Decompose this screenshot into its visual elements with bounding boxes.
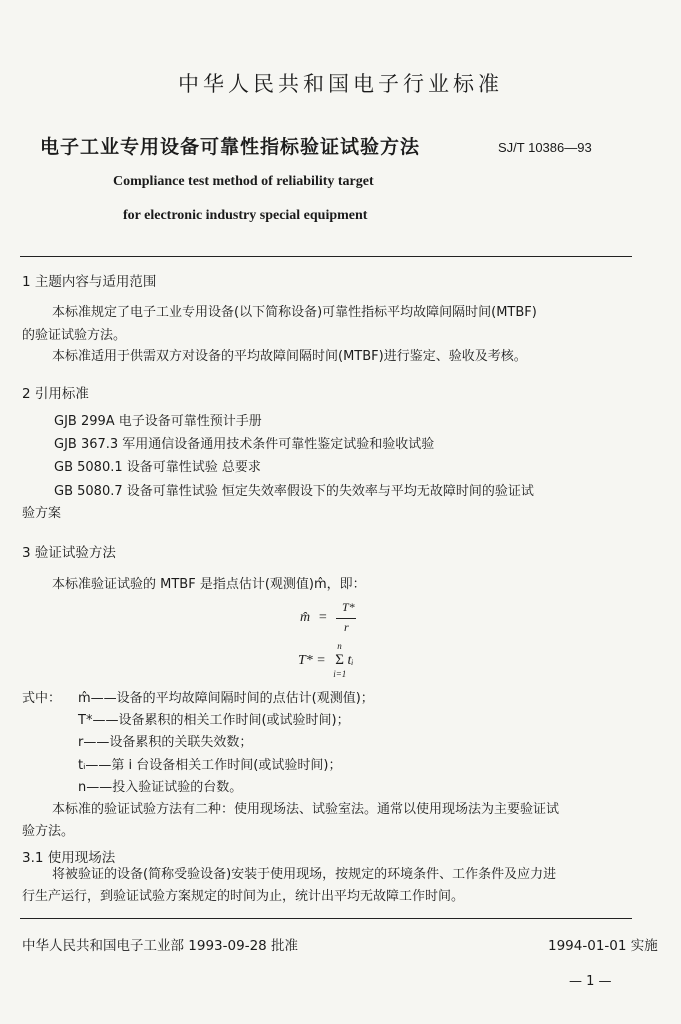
reference-item-continuation: 验方案 (22, 506, 62, 521)
fraction-bar (336, 618, 356, 619)
section-1-paragraph-2: 本标准适用于供需双方对设备的平均故障间隔时间(MTBF)进行鉴定、验收及考核。 (52, 349, 527, 364)
english-title-line-1: Compliance test method of reliability target (113, 174, 374, 189)
sum-lower-limit: i=1 (333, 669, 347, 679)
formula-equals: = (318, 610, 328, 625)
section-3-heading: 3 验证试验方法 (22, 545, 116, 561)
section-3-paragraph-2-line-1: 本标准的验证试验方法有二种：使用现场法、试验室法。通常以使用现场法为主要验证试 (52, 802, 560, 817)
summation (333, 641, 347, 679)
document-title: 电子工业专用设备可靠性指标验证试验方法 (40, 136, 421, 158)
formula-numerator: T* (342, 600, 355, 614)
standard-header: 中华人民共和国电子行业标准 (178, 72, 503, 96)
section-3-1-heading: 3.1 使用现场法 (22, 850, 116, 866)
reference-item: GB 5080.1 设备可靠性试验 总要求 (54, 460, 261, 475)
section-3-1-paragraph-line-1: 将被验证的设备(简称受验设备)安装于使用现场，按规定的环境条件、工作条件及应力进 (52, 867, 557, 882)
section-3-1-paragraph-line-2: 行生产运行，到验证试验方案规定的时间为止，统计出平均无故障工作时间。 (22, 889, 465, 904)
section-1-paragraph-1-line-2: 的验证试验方法。 (22, 328, 127, 343)
section-1-paragraph-1-line-1: 本标准规定了电子工业专用设备(以下简称设备)可靠性指标平均故障间隔时间(MTBF) (52, 305, 537, 320)
sum-formula (298, 641, 354, 679)
formula-t-i: tᵢ (347, 653, 354, 668)
reference-item: GJB 299A 电子设备可靠性预计手册 (54, 414, 262, 429)
definition-item: m̂——设备的平均故障间隔时间的点估计(观测值)； (78, 691, 374, 706)
section-3-paragraph-2-line-2: 验方法。 (22, 824, 75, 839)
bottom-divider (20, 918, 632, 919)
formula-denominator: r (344, 620, 349, 634)
section-2-heading: 2 引用标准 (22, 386, 89, 402)
approval-info: 中华人民共和国电子工业部 1993-09-28 批准 (22, 938, 299, 954)
english-title-line-2: for electronic industry special equipment (123, 208, 368, 223)
section-3-paragraph-1: 本标准验证试验的 MTBF 是指点估计(观测值)m̂，即： (52, 577, 366, 592)
standard-code: SJ/T 10386—93 (498, 140, 592, 155)
sum-upper-limit: n (337, 641, 342, 651)
implementation-date: 1994-01-01 实施 (548, 938, 658, 954)
formula-m-hat: m̂ (300, 610, 311, 625)
section-1-heading: 1 主题内容与适用范围 (22, 274, 157, 290)
definition-item: n——投入验证试验的台数。 (78, 780, 243, 795)
reference-item: GB 5080.7 设备可靠性试验 恒定失效率假设下的失效率与平均无故障时间的验证试 (54, 484, 534, 499)
reference-item: GJB 367.3 军用通信设备通用技术条件可靠性鉴定试验和验收试验 (54, 437, 435, 452)
top-divider (20, 256, 632, 257)
mtbf-formula (300, 600, 370, 640)
definition-item: r——设备累积的关联失效数； (78, 735, 253, 750)
where-label: 式中： (22, 691, 62, 706)
definition-item: tᵢ——第 i 台设备相关工作时间(或试验时间)； (78, 758, 342, 773)
definition-item: T*——设备累积的相关工作时间(或试验时间)； (78, 713, 350, 728)
page-number: — 1 — (569, 974, 612, 989)
sigma-symbol: Σ (335, 652, 344, 668)
formula-T-star-lhs: T* = (298, 653, 326, 668)
